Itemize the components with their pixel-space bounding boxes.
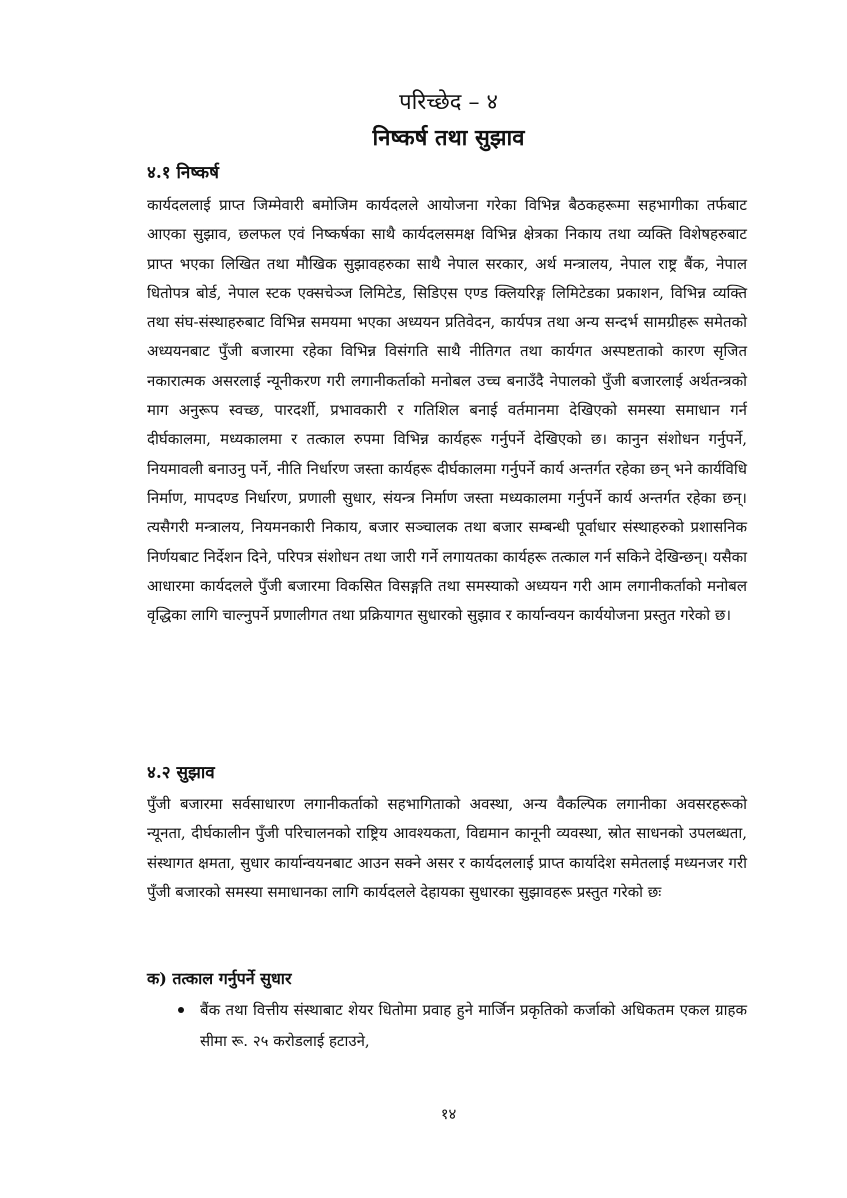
suggestions-paragraph: पुँजी बजारमा सर्वसाधारण लगानीकर्ताको सहभागिताको अवस्था, अन्य वैकल्पिक लगानीका अवसरहरूको न्यूनता, दीर्घकालीन पुँजी परिचालनको राष्ट्रिय आवश्यकता, विद्यमान कानूनी व्यवस्था, स्रोत साधनको उपलब्धता, संस्थागत क्षमता, सुधार कार्यान्वयनबाट आउन सक्ने असर र कार्यदललाई प्राप्त कार्यादेश समेतलाई मध्यनजर गरी पुँजी बजारको समस्या समाधानका लागि कार्यदलले देहायका सुधारका सुझावहरू प्रस्तुत गरेको छः — [147, 795, 747, 901]
subheading-immediate-reforms: क) तत्काल गर्नुपर्ने सुधार — [147, 969, 292, 988]
section-heading-suggestions: ४.२ सुझाव — [147, 763, 215, 783]
bullet-text: बैंक तथा वित्तीय संस्थाबाट शेयर धितोमा प्रवाह हुने मार्जिन प्रकृतिको कर्जाको अधिकतम एकल ग्राहक सीमा रू. २५ करोडलाई हटाउने, — [200, 1001, 747, 1050]
conclusion-paragraph: कार्यदललाई प्राप्त जिम्मेवारी बमोजिम कार्यदलले आयोजना गरेका विभिन्न बैठकहरूमा सहभागीका तर्फबाट आएका सुझाव, छलफल एवं निष्कर्षका साथै कार्यदलसमक्ष विभिन्न क्षेत्रका निकाय तथा व्यक्ति विशेषहरुबाट प्राप्त भएका लिखित तथा मौखिक सुझावहरुका साथै नेपाल सरकार, अर्थ मन्त्रालय, नेपाल राष्ट्र बैंक, नेपाल धितोपत्र बोर्ड, नेपाल स्टक एक्सचेञ्ज लिमिटेड, सिडिएस एण्ड क्लियरिङ्ग लिमिटेडका प्रकाशन, विभिन्न व्यक्ति तथा संघ-संस्थाहरुबाट विभिन्न समयमा भएका अध्ययन प्रतिवेदन, कार्यपत्र तथा अन्य सन्दर्भ सामग्रीहरू समेतको अध्ययनबाट पुँजी बजारमा रहेका विभिन्न विसंगति साथै नीतिगत तथा कार्यगत अस्पष्टताको कारण सृजित नकारात्मक असरलाई न्यूनीकरण गरी लगानीकर्ताको मनोबल उच्च बनाउँदै नेपालको पुँजी बजारलाई अर्थतन्त्रको माग अनुरूप स्वच्छ, पारदर्शी, प्रभावकारी र गतिशिल बनाई वर्तमानमा देखिएको समस्या समाधान गर्न दीर्घकालमा, मध्यकालमा र तत्काल रुपमा विभिन्न कार्यहरू गर्नुपर्ने देखिएको छ। कानुन संशोधन गर्नुपर्ने, नियमावली बनाउनु पर्ने, नीति निर्धारण जस्ता कार्यहरू दीर्घकालमा गर्नुपर्ने कार्य अन्तर्गत रहेका छन् भने कार्यविधि निर्माण, मापदण्ड निर्धारण, प्रणाली सुधार, संयन्त्र निर्माण जस्ता मध्यकालमा गर्नुपर्ने कार्य अन्तर्गत रहेका छन्। त्यसैगरी मन्त्रालय, नियमनकारी निकाय, बजार सञ्चालक तथा बजार सम्बन्धी पूर्वाधार संस्थाहरुको प्रशासनिक निर्णयबाट निर्देशन दिने, परिपत्र संशोधन तथा जारी गर्ने लगायतका कार्यहरू तत्काल गर्न सकिने देखिन्छन्। यसैका आधारमा कार्यदलले पुँजी बजारमा विकसित विसङ्गति तथा समस्याको अध्ययन गरी आम लगानीकर्ताको मनोबल वृद्धिका लागि चाल्नुपर्ने प्रणालीगत तथा प्रक्रियागत सुधारको सुझाव र कार्यान्वयन कार्ययोजना प्रस्तुत गरेको छ। — [147, 196, 747, 625]
immediate-reforms-list — [172, 995, 747, 1057]
section-heading-conclusion: ४.१ निष्कर्ष — [147, 163, 219, 183]
list-item — [172, 995, 747, 1057]
chapter-title: निष्कर्ष तथा सुझाव — [372, 125, 525, 151]
page-number: १४ — [440, 1105, 457, 1123]
bullet-icon — [178, 1007, 184, 1013]
chapter-label: परिच्छेद – ४ — [399, 90, 498, 115]
